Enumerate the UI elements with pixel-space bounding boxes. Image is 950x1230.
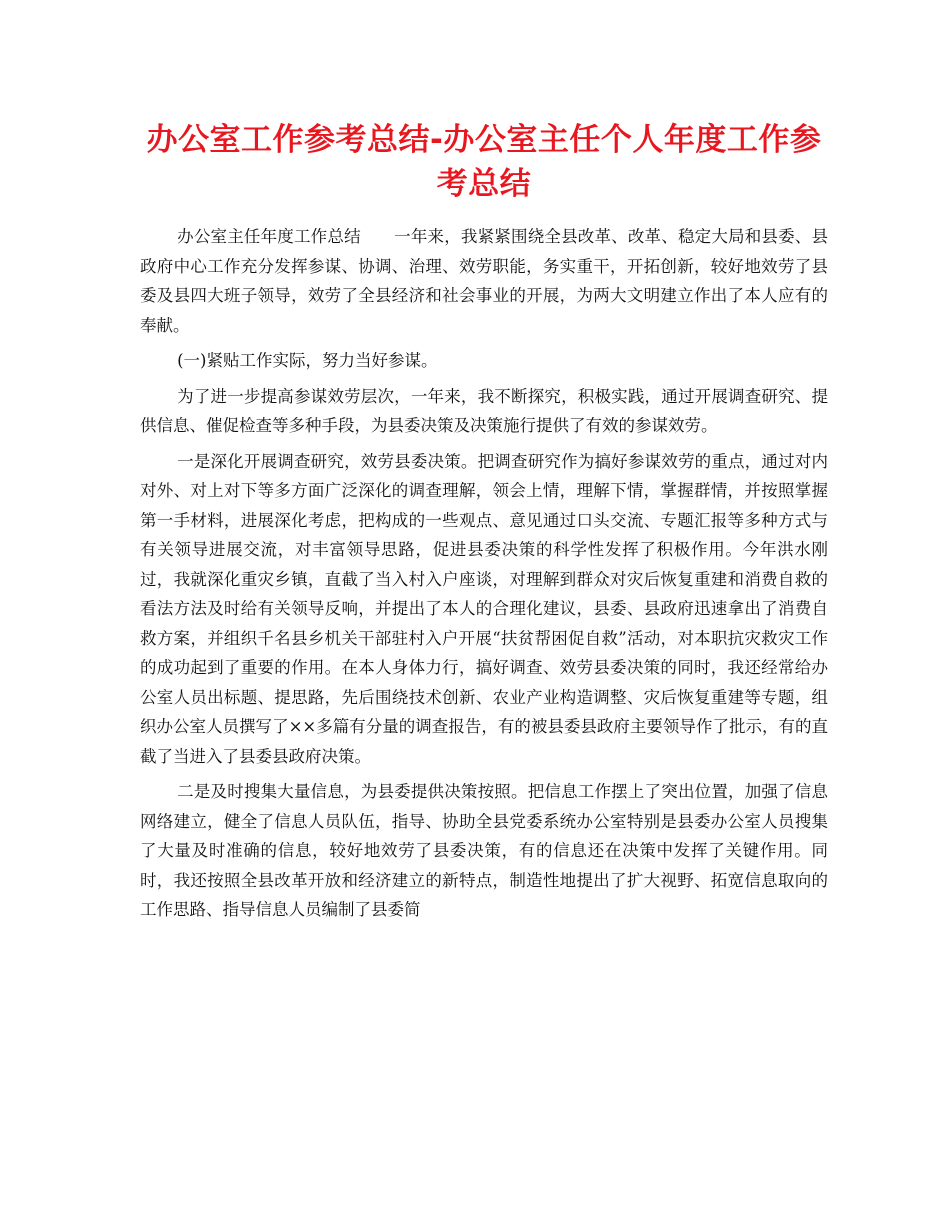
document-body [140, 222, 828, 925]
paragraph-research: 一是深化开展调查研究，效劳县委决策。把调查研究作为搞好参谋效劳的重点，通过对内对外、对上对下等多方面广泛深化的调查理解，领会上情，理解下情，掌握群情，并按照掌握第一手材料，进展深化考虑，把构成的一些观点、意见通过口头交流、专题汇报等多种方式与有关领导进展交流，对丰富领导思路，促进县委决策的科学性发挥了积极作用。今年洪水刚过，我就深化重灾乡镇，直截了当入村入户座谈，对理解到群众对灾后恢复重建和消费自救的看法方法及时给有关领导反响，并提出了本人的合理化建议，县委、县政府迅速拿出了消费自救方案，并组织千名县乡机关干部驻村入户开展“扶贫帮困促自救”活动，对本职抗灾救灾工作的成功起到了重要的作用。在本人身体力行，搞好调查、效劳县委决策的同时，我还经常给办公室人员出标题、提思路，先后围绕技术创新、农业产业构造调整、灾后恢复重建等专题，组织办公室人员撰写了××多篇有分量的调查报告，有的被县委县政府主要领导作了批示，有的直截了当进入了县委县政府决策。 [140, 451, 828, 766]
paragraph-intro: 办公室主任年度工作总结 一年来，我紧紧围绕全县改革、改革、稳定大局和县委、县政府中心工作充分发挥参谋、协调、治理、效劳职能，务实重干，开拓创新，较好地效劳了县委及县四大班子领导，效劳了全县经济和社会事业的开展，为两大文明建立作出了本人应有的奉献。 [140, 227, 828, 335]
paragraph-section-heading: (一)紧贴工作实际，努力当好参谋。 [177, 351, 438, 370]
paragraph-overview: 为了进一步提高参谋效劳层次，一年来，我不断探究，积极实践，通过开展调查研究、提供信息、催促检查等多种手段，为县委决策及决策施行提供了有效的参谋效劳。 [140, 386, 828, 435]
paragraph-information: 二是及时搜集大量信息，为县委提供决策按照。把信息工作摆上了突出位置，加强了信息网络建立，健全了信息人员队伍，指导、协助全县党委系统办公室特别是县委办公室人员搜集了大量及时准确的信息，较好地效劳了县委决策，有的信息还在决策中发挥了关键作用。同时，我还按照全县改革开放和经济建立的新特点，制造性地提出了扩大视野、拓宽信息取向的工作思路、指导信息人员编制了县委简 [140, 782, 828, 919]
document-title: 办公室工作参考总结-办公室主任个人年度工作参考总结 [146, 122, 822, 202]
